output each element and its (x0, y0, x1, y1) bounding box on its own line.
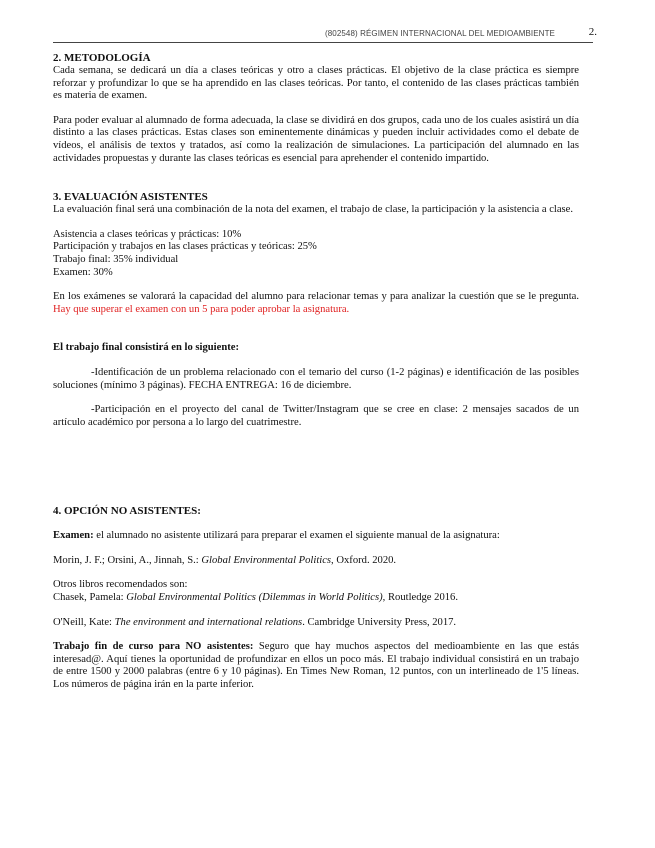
ref-authors: O'Neill, Kate: (53, 616, 112, 628)
ref-authors: Morin, J. F.; Orsini, A., Jinnah, S.: (53, 554, 199, 566)
section-heading-evaluacion: 3. EVALUACIÓN ASISTENTES (53, 191, 208, 204)
work-text: Seguro que hay muchos aspectos del medioambiente en las que estás interesad@. Aquí tienes la oportunidad de profundizar en ellos un poco más. El trabajo individual consistirá en un trabajo de entre 1500 y 2000 palabras (entre 6 y 10 páginas). En Times New Roman, 12 puntos, con un interlineado de 1'5 líneas. Los números de página irán en la parte inferior. (53, 641, 579, 691)
paragraph (53, 641, 579, 691)
list-item: Asistencia a clases teóricas y prácticas: 10% (53, 228, 242, 240)
list-item: Participación y trabajos en las clases prácticas y teóricas: 25% (53, 241, 317, 253)
page-header (53, 24, 597, 43)
section-heading-no-asistentes: 4. OPCIÓN NO ASISTENTES: (53, 505, 201, 518)
header-title: (802548) RÉGIMEN INTERNACIONAL DEL MEDIOAMBIENTE (324, 29, 555, 38)
ref-title: Global Environmental Politics (201, 554, 332, 566)
list-item: Trabajo final: 35% individual (53, 253, 179, 265)
ref-tail: . Cambridge University Press, 2017. (302, 616, 457, 628)
ref-title: The environment and international relations (114, 616, 303, 628)
list-item: Examen: 30% (53, 266, 113, 278)
paragraph: Para poder evaluar al alumnado de forma adecuada, la clase se dividirá en dos grupos, cada uno de los cuales asistirá un día distinto a las clases prácticas. Estas clases son eminentemente dinámicas y pueden incluir actividades como el debate de vídeos, el análisis de textos y tratados, así como la realización de simulaciones. La participación del alumnado en las actividades propuestas y durante las clases teóricas es esencial para aprehender el contenido impartido. (53, 114, 579, 164)
page-number: 2. (588, 26, 597, 38)
final-work-heading: El trabajo final consistirá en lo siguiente: (53, 342, 239, 354)
grading-list (53, 229, 579, 279)
exam-text: En los exámenes se valorará la capacidad del alumno para relacionar temas y para analizar la cuestión que se le pregunta. (53, 291, 579, 303)
paragraph (53, 530, 579, 543)
paragraph: -Participación en el proyecto del canal de Twitter/Instagram que se cree en clase: 2 mensajes sacados de un artículo académico por persona a lo largo del cuatrimestre. (53, 404, 579, 428)
reference (53, 617, 579, 630)
exam-text: el alumnado no asistente utilizará para preparar el examen el siguiente manual de la asignatura: (96, 530, 500, 542)
section-heading-metodologia: 2. METODOLOGÍA (53, 52, 151, 64)
paragraph: -Identificación de un problema relacionado con el temario del curso (1-2 páginas) e identificación de las posibles soluciones (mínimo 3 páginas). FECHA ENTREGA: 16 de diciembre. (53, 366, 579, 391)
other-books-label: Otros libros recomendados son: (53, 579, 188, 591)
reference (53, 555, 579, 568)
paragraph: Cada semana, se dedicará un día a clases teóricas y otro a clases prácticas. El objetivo de la clase práctica es siempre reforzar y profundizar lo que se ha aprendido en las clases teóricas. Por tanto, el contenido de las clases prácticas también es materia de examen. (53, 65, 579, 102)
ref-tail: Routledge 2016. (387, 592, 458, 604)
exam-label: Examen: (53, 530, 94, 542)
paragraph: La evaluación final será una combinación de la nota del examen, el trabajo de clase, la participación y la asistencia a clase. (53, 204, 574, 216)
paragraph (53, 291, 579, 316)
reference (53, 592, 579, 605)
ref-authors: Chasek, Pamela: (53, 592, 124, 604)
ref-tail: , Oxford. 2020. (331, 554, 397, 566)
ref-title: Global Environmental Politics (Dilemmas in World Politics), (126, 592, 386, 604)
page-content (53, 52, 579, 692)
exam-warning: Hay que superar el examen con un 5 para poder aprobar la asignatura. (53, 303, 350, 315)
work-label: Trabajo fin de curso para NO asistentes: (53, 641, 254, 653)
